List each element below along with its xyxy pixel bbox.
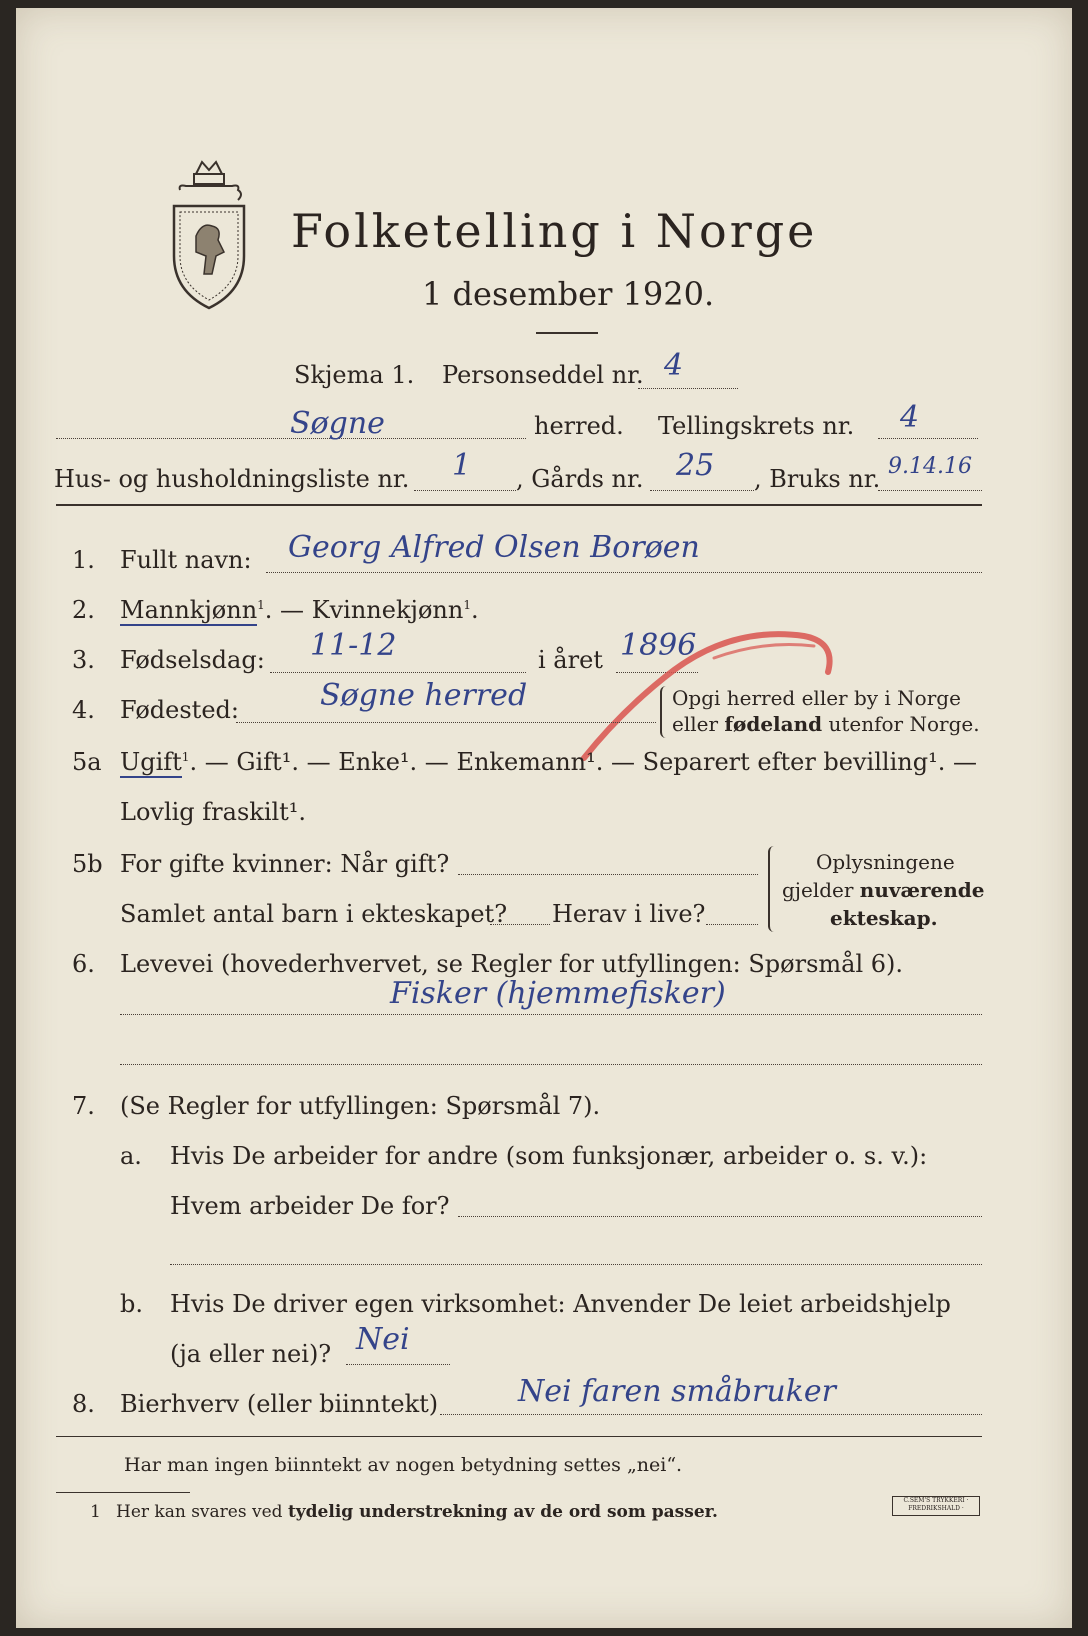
form-subtitle: 1 desember 1920. (422, 275, 715, 313)
footer-note: Har man ingen biinntekt av nogen betydning settes „nei“. (124, 1454, 683, 1476)
bruks-label: , Bruks nr. (754, 465, 881, 493)
hus-value: 1 (452, 448, 472, 483)
q7b-line2: (ja eller nei)? (170, 1340, 332, 1368)
employer-field[interactable] (458, 1216, 982, 1217)
q4-brace (660, 686, 668, 738)
q7a-line1: Hvis De arbeider for andre (som funksjonær, arbeider o. s. v.): (170, 1142, 928, 1170)
birthday-value: 11-12 (310, 628, 397, 663)
title-divider (536, 332, 598, 334)
gards-label: , Gårds nr. (516, 465, 644, 493)
form-title: Folketelling i Norge (291, 204, 818, 258)
q2-options: Mannkjønn$^1$. — Kvinnekjønn$^1$. (120, 596, 479, 624)
year-label: i året (538, 646, 603, 674)
q8-number: 8. (72, 1390, 95, 1418)
full-name-field[interactable] (266, 572, 982, 573)
bruks-field[interactable] (878, 490, 982, 491)
q7b-line1: Hvis De driver egen virksomhet: Anvender De leiet arbeidshjelp (170, 1290, 951, 1318)
q5b-number: 5b (72, 850, 103, 878)
birthplace-field[interactable] (236, 722, 656, 723)
personseddel-value: 4 (664, 348, 684, 383)
tellingskrets-label: Tellingskrets nr. (658, 412, 855, 440)
children-count-field[interactable] (490, 924, 550, 925)
married-when-field[interactable] (458, 874, 758, 875)
hired-help-value: Nei (356, 1322, 410, 1357)
hus-field[interactable] (414, 490, 516, 491)
marital-status-options: Ugift$^1$. — Gift¹. — Enke¹. — Enkemann¹. — Separert efter bevilling¹. — (120, 748, 977, 776)
q5b-line2b: Herav i live? (552, 900, 706, 928)
occupation-field-2[interactable] (120, 1064, 982, 1065)
footer-divider (56, 1436, 982, 1437)
herred-label: herred. (534, 412, 624, 440)
full-name-value: Georg Alfred Olsen Borøen (288, 530, 700, 565)
q7-number: 7. (72, 1092, 95, 1120)
marital-status-rest: . — Gift¹. — Enke¹. — Enkemann¹. — Separert efter bevilling¹. — (189, 748, 977, 776)
q2-separator: . — (264, 596, 312, 624)
q6-label: Levevei (hovederhvervet, se Regler for utfyllingen: Spørsmål 6). (120, 950, 904, 978)
herred-value: Søgne (290, 406, 385, 441)
bruks-value: 9.14.16 (888, 454, 972, 479)
birthplace-value: Søgne herred (320, 678, 528, 713)
footnote-number: 1 (90, 1502, 101, 1522)
tellingskrets-field[interactable] (878, 438, 978, 439)
q7-label: (Se Regler for utfyllingen: Spørsmål 7). (120, 1092, 601, 1120)
q5b-note2: gjelder nuværende (782, 878, 985, 902)
birthday-field[interactable] (270, 672, 526, 673)
footnote-text: Her kan svares ved tydelig understrekning av de ord som passer. (116, 1502, 718, 1522)
q5b-note1: Oplysningene (816, 850, 955, 874)
q5b-note3: ekteskap. (830, 906, 938, 930)
q6-number: 6. (72, 950, 95, 978)
occupation-value: Fisker (hjemmefisker) (390, 976, 726, 1011)
hired-help-field[interactable] (346, 1364, 450, 1365)
option-ugift[interactable]: Ugift (120, 748, 182, 776)
q3-label: Fødselsdag: (120, 646, 265, 674)
hus-label: Hus- og husholdningsliste nr. (54, 465, 410, 493)
year-value: 1896 (620, 628, 697, 663)
coat-of-arms-icon (166, 156, 252, 316)
q1-number: 1. (72, 546, 95, 574)
q8-label: Bierhverv (eller biinntekt) (120, 1390, 439, 1418)
skjema-label: Skjema 1. (294, 361, 415, 389)
side-income-value: Nei faren småbruker (518, 1374, 836, 1409)
census-form (16, 8, 1072, 1628)
option-female[interactable]: Kvinnekjønn (311, 596, 464, 624)
option-male[interactable]: Mannkjønn (120, 596, 258, 624)
q4-number: 4. (72, 696, 95, 724)
q5a-number: 5a (72, 748, 102, 776)
q4-label: Fødested: (120, 696, 239, 724)
q4-note-line1: Opgi herred eller by i Norge (672, 686, 961, 710)
q7a-line2: Hvem arbeider De for? (170, 1192, 450, 1220)
q2-end: . (470, 596, 479, 624)
q7b-letter: b. (120, 1290, 143, 1318)
tellingskrets-value: 4 (900, 400, 920, 435)
q7a-letter: a. (120, 1142, 142, 1170)
q1-label: Fullt navn: (120, 546, 252, 574)
option-lovlig-fraskilt[interactable]: Lovlig fraskilt¹. (120, 798, 307, 826)
personseddel-label: Personseddel nr. (442, 361, 644, 389)
q5b-line2a: Samlet antal barn i ekteskapet? (120, 900, 508, 928)
occupation-field[interactable] (120, 1014, 982, 1015)
employer-field-2[interactable] (170, 1264, 982, 1265)
children-alive-field[interactable] (706, 924, 758, 925)
header-divider (56, 504, 982, 506)
q4-note-line2: eller fødeland utenfor Norge. (672, 712, 980, 736)
q2-number: 2. (72, 596, 95, 624)
gards-field[interactable] (650, 490, 754, 491)
gards-value: 25 (676, 448, 715, 483)
q5b-brace (768, 846, 776, 932)
side-income-field[interactable] (440, 1414, 982, 1415)
q3-number: 3. (72, 646, 95, 674)
q5b-line1: For gifte kvinner: Når gift? (120, 850, 450, 878)
personseddel-field[interactable] (638, 388, 738, 389)
footnote-rule (56, 1492, 190, 1493)
printer-mark: C.SEM'S TRYKKERI · FREDRIKSHALD · (892, 1496, 980, 1516)
